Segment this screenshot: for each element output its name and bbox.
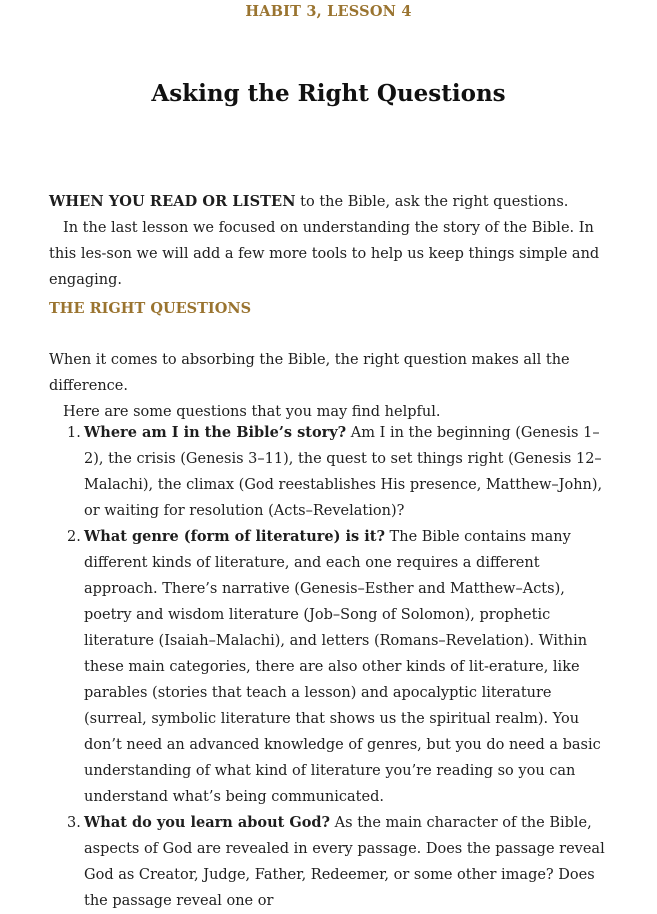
running-header: HABIT 3, LESSON 4 [245, 3, 412, 20]
intro-line-2: Here are some questions that you may find helpful. [63, 404, 441, 420]
lead-body: In the last lesson we focused on understanding the story of the Bible. In this les-son we will add a few more tools to help us keep things simple and engaging. [49, 220, 600, 288]
lead-caps: WHEN YOU READ OR LISTEN [49, 193, 296, 210]
item-number: 1. [67, 425, 81, 441]
intro-line-1: When it comes to absorbing the Bible, the right question makes all the difference. [49, 352, 570, 394]
item-text: As the main character of the Bible, aspects of God are revealed in every passage. Does the passage reveal God as Creator, Judge, Father, Redeemer, or some other image? Does the passage reveal one or [84, 815, 605, 909]
lead-paragraph [49, 189, 609, 293]
section-heading: THE RIGHT QUESTIONS [49, 300, 252, 317]
lead-rest: to the Bible, ask the right questions. [295, 194, 569, 210]
section-intro [49, 347, 609, 425]
item-question: Where am I in the Bible’s story? [84, 424, 347, 441]
item-question: What do you learn about God? [84, 814, 331, 831]
item-question: What genre (form of literature) is it? [84, 528, 385, 545]
item-number: 2. [67, 529, 81, 545]
questions-list [67, 420, 610, 914]
item-text: Am I in the beginning (Genesis 1–2), the crisis (Genesis 3–11), the quest to set things right (Genesis 12–Malachi), the climax (God reestablishes His presence, Matthew–John), or waiting for resolution (Acts–Revelation)? [84, 425, 603, 519]
list-item [67, 524, 610, 810]
page-title: Asking the Right Questions [151, 80, 506, 107]
list-item [67, 420, 610, 524]
item-text: The Bible contains many different kinds of literature, and each one requires a different approach. There’s narrative (Genesis–Esther and Matthew–Acts), poetry and wisdom literature (Job–Song of Solomon), prophetic literature (Isaiah–Malachi), and letters (Romans–Revelation). Within these main categories, there are also other kinds of lit-erature, like parables (stories that teach a lesson) and apocalyptic literature (surreal, symbolic literature that shows us the spiritual realm). You don’t need an advanced knowledge of genres, but you do need a basic understanding of what kind of literature you’re reading so you can understand what’s being communicated. [84, 529, 601, 805]
list-item [67, 810, 610, 914]
item-number: 3. [67, 815, 81, 831]
